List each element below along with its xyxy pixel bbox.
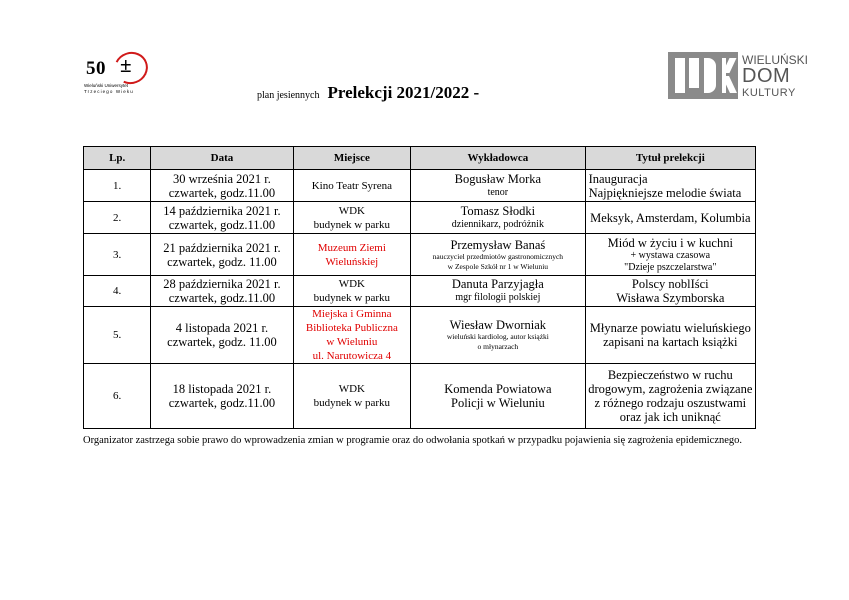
- topic-line: Wisława Szymborska: [616, 291, 725, 305]
- header-lecturer: Wykładowca: [411, 147, 585, 170]
- lecturer-desc: o młynarzach: [477, 342, 519, 351]
- cell-lecturer: [411, 234, 585, 276]
- topic-line: zapisani na kartach książki: [603, 335, 738, 349]
- table-row: [84, 307, 756, 364]
- topic-line: Najpiękniejsze melodie świata: [588, 185, 742, 200]
- lecturer-name: Danuta Parzyjagła: [451, 277, 544, 291]
- cell-date: [151, 364, 293, 429]
- table-row: [84, 364, 756, 429]
- cell-lecturer: [411, 170, 585, 202]
- lecturer-name: Wiesław Dworniak: [449, 318, 547, 332]
- topic-line: Meksyk, Amsterdam, Kolumbia: [590, 210, 751, 225]
- cell-lp: 2.: [84, 202, 151, 234]
- lecturer-desc: mgr filologii polskiej: [455, 292, 541, 303]
- utw-logo: [84, 52, 150, 98]
- wdk-logo: [668, 52, 808, 102]
- cell-lecturer: [411, 202, 585, 234]
- cell-lecturer: [411, 276, 585, 307]
- date-line: 18 listopada 2021 r.: [172, 382, 272, 396]
- cell-topic: [585, 202, 755, 234]
- place-line: Kino Teatr Syrena: [311, 179, 392, 192]
- wdk-line-3: KULTURY: [742, 87, 796, 99]
- place-line: WDK: [338, 383, 365, 395]
- place-line: Biblioteka Publiczna: [305, 322, 398, 334]
- topic-line: z różnego rodzaju oszustwami: [594, 396, 747, 410]
- topic-line: oraz jak ich uniknąć: [619, 410, 721, 424]
- date-line: 30 września 2021 r.: [173, 171, 271, 186]
- lecturer-name: Bogusław Morka: [454, 171, 542, 186]
- lecturer-name: Komenda Powiatowa: [444, 382, 552, 396]
- date-line: 4 listopada 2021 r.: [175, 321, 269, 335]
- header-lp: Lp.: [84, 147, 151, 170]
- wdk-mark-icon: [668, 52, 738, 99]
- title-main: Prelekcji 2021/2022 -: [327, 83, 480, 102]
- time-line: czwartek, godz.11.00: [168, 217, 276, 232]
- table-row: [84, 202, 756, 234]
- table-header-row: [84, 147, 756, 170]
- topic-line: Młynarze powiatu wieluńskiego: [589, 321, 751, 335]
- table-row: [84, 170, 756, 202]
- cell-place: [293, 307, 411, 364]
- cell-lp: 6.: [84, 364, 151, 429]
- organizer-note: Organizator zastrzega sobie prawo do wprowadzenia zmian w programie oraz do odwołania spotkań w przypadku pojawienia się zagrożenia epidemicznego.: [83, 435, 743, 446]
- topic-line: Miód w życiu i w kuchni: [607, 235, 733, 250]
- date-line: 14 października 2021 r.: [163, 203, 281, 218]
- place-line: budynek w parku: [313, 218, 391, 231]
- time-line: czwartek, godz.11.00: [168, 185, 276, 200]
- place-line: WDK: [338, 278, 365, 290]
- cell-place: [293, 170, 411, 202]
- cell-lp: 3.: [84, 234, 151, 276]
- place-line: budynek w parku: [313, 292, 391, 304]
- topic-line: Polscy noblIści: [631, 277, 709, 291]
- topic-line: "Dzieje pszczelarstwa": [624, 261, 717, 273]
- cell-date: [151, 170, 293, 202]
- page-title: [257, 83, 479, 103]
- place-line: WDK: [338, 204, 365, 217]
- header-date: Data: [151, 147, 293, 170]
- logo-subtitle-2: Trzeciego Wieku: [84, 89, 134, 94]
- time-line: czwartek, godz. 11.00: [167, 335, 277, 349]
- cell-date: [151, 276, 293, 307]
- date-line: 21 października 2021 r.: [163, 240, 281, 255]
- lecturer-desc: nauczyciel przedmiotów gastronomicznych: [432, 251, 564, 261]
- header-topic: Tytuł prelekcji: [585, 147, 755, 170]
- lecturer-desc: dziennikarz, podróżnik: [451, 218, 544, 230]
- lecturer-name: Tomasz Słodki: [460, 203, 536, 218]
- cell-place: [293, 202, 411, 234]
- cell-topic: [585, 234, 755, 276]
- date-line: 28 października 2021 r.: [163, 277, 281, 291]
- lecturer-desc: wieluński kardiolog, autor książki: [446, 332, 549, 341]
- cell-place: [293, 364, 411, 429]
- logo-subtitle-1: Wieluński Uniwersytet: [84, 83, 129, 88]
- time-line: czwartek, godz.11.00: [168, 396, 276, 410]
- place-line: Muzeum Ziemi: [317, 241, 386, 254]
- place-line: budynek w parku: [313, 397, 391, 409]
- lecturer-desc: tenor: [487, 186, 509, 198]
- time-line: czwartek, godz. 11.00: [167, 254, 277, 269]
- cell-lp: 1.: [84, 170, 151, 202]
- header-place: Miejsce: [293, 147, 411, 170]
- cell-place: [293, 234, 411, 276]
- cell-lecturer: [411, 307, 585, 364]
- lecturer-name: Przemysław Banaś: [450, 237, 546, 252]
- cell-lp: 5.: [84, 307, 151, 364]
- cell-date: [151, 307, 293, 364]
- topic-line: Inauguracja: [588, 171, 648, 186]
- cell-topic: [585, 276, 755, 307]
- cell-date: [151, 234, 293, 276]
- cell-topic: [585, 170, 755, 202]
- topic-line: + wystawa czasowa: [630, 249, 711, 261]
- cell-topic: [585, 307, 755, 364]
- place-line: Wieluńskiej: [325, 255, 379, 268]
- topic-line: drogowym, zagrożenia związane: [588, 382, 753, 396]
- wdk-line-1: WIELUŃSKI: [742, 53, 809, 67]
- lecturer-desc: w Zespole Szkół nr 1 w Wieluniu: [447, 261, 549, 271]
- cell-date: [151, 202, 293, 234]
- cell-lp: 4.: [84, 276, 151, 307]
- place-line: ul. Narutowicza 4: [312, 350, 392, 362]
- lecture-schedule-table: [83, 146, 756, 429]
- place-line: Miejska i Gminna: [312, 308, 392, 320]
- time-line: czwartek, godz.11.00: [168, 291, 276, 305]
- lecturer-name: Policji w Wieluniu: [451, 396, 545, 410]
- wdk-line-2: DOM: [742, 65, 791, 87]
- cell-place: [293, 276, 411, 307]
- place-line: w Wieluniu: [326, 336, 378, 348]
- title-prefix: plan jesiennych: [257, 90, 320, 101]
- logo-plus-minus-icon: ±: [120, 53, 132, 77]
- table-row: [84, 234, 756, 276]
- logo-number: 50: [86, 58, 106, 79]
- topic-line: Bezpieczeństwo w ruchu: [607, 368, 733, 382]
- cell-topic: [585, 364, 755, 429]
- cell-lecturer: [411, 364, 585, 429]
- table-row: [84, 276, 756, 307]
